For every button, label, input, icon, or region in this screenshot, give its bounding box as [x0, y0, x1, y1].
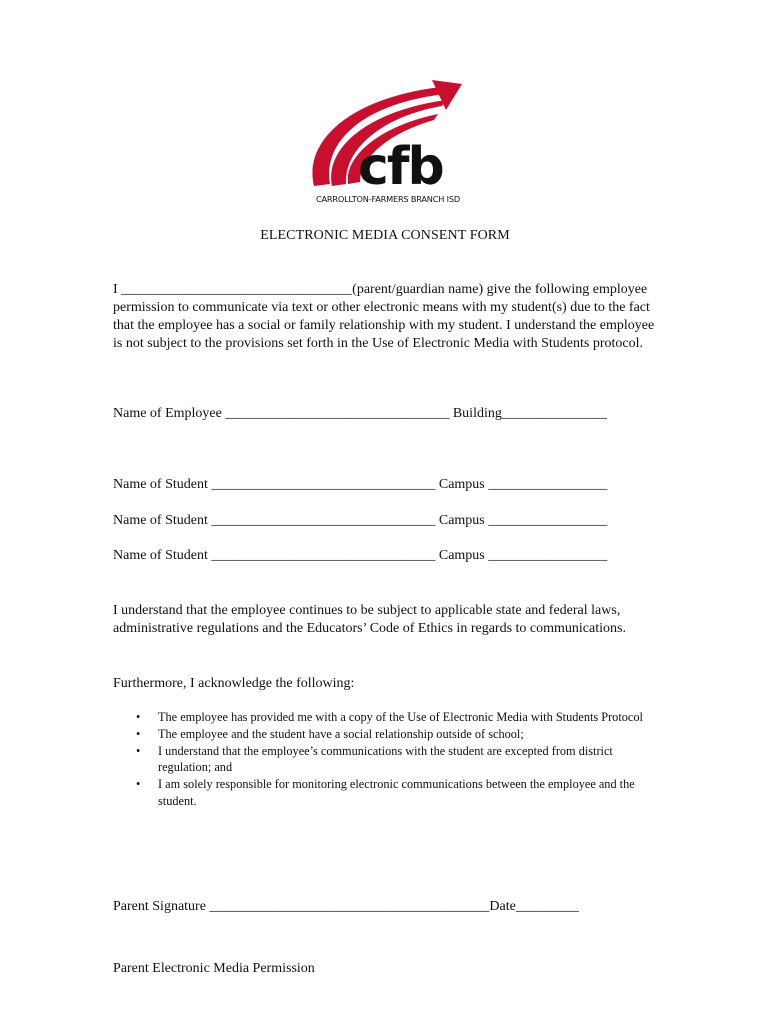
district-logo [300, 76, 470, 206]
understanding-paragraph: I understand that the employee continues to be subject to applicable state and federal laws, administrative regulations and the Educators’ Code of Ethics in regards to communications. [113, 603, 626, 636]
employee-name-building-line: Name of Employee ________________________________ Building_______________ [113, 406, 607, 421]
bullet-icon: • [136, 743, 141, 758]
list-item [113, 726, 658, 743]
acknowledgement-list [113, 709, 658, 810]
bullet-icon: • [136, 777, 141, 792]
form-title: ELECTRONIC MEDIA CONSENT FORM [260, 228, 510, 243]
consent-intro-paragraph: I _________________________________(parent/guardian name) give the following employee permission to communicate via text or other electronic means with my student(s) due to the fact that the employee has a social or family relationship with my student. I understand the employee is not subject to the provisions set forth in the Use of Electronic Media with Students protocol. [113, 282, 655, 351]
list-item-text: The employee has provided me with a copy of the Use of Electronic Media with Students Protocol [158, 710, 643, 724]
list-item [113, 743, 658, 777]
bullet-icon: • [136, 710, 141, 724]
student-campus-line-3: Name of Student ________________________________ Campus _________________ [113, 548, 608, 563]
student-campus-line-1: Name of Student ________________________________ Campus _________________ [113, 477, 608, 492]
cfb-logo-graphic [300, 76, 470, 206]
student-campus-line-2: Name of Student ________________________________ Campus _________________ [113, 513, 608, 528]
list-item-text: The employee and the student have a social relationship outside of school; [158, 726, 524, 741]
parent-signature-date-line: Parent Signature ________________________________________Date_________ [113, 899, 579, 914]
acknowledgement-intro: Furthermore, I acknowledge the following: [113, 676, 355, 691]
list-item-text: I am solely responsible for monitoring electronic communications between the employee and the student. [158, 777, 635, 808]
document-footer: Parent Electronic Media Permission [113, 961, 315, 976]
logo-mark-text: cfb [358, 137, 443, 197]
list-item [113, 709, 658, 726]
logo-sub-text: CARROLLTON-FARMERS BRANCH ISD [316, 194, 460, 204]
list-item [113, 776, 658, 810]
bullet-icon: • [136, 726, 141, 741]
list-item-text: I understand that the employee’s communications with the student are excepted from district regulation; and [158, 743, 613, 775]
